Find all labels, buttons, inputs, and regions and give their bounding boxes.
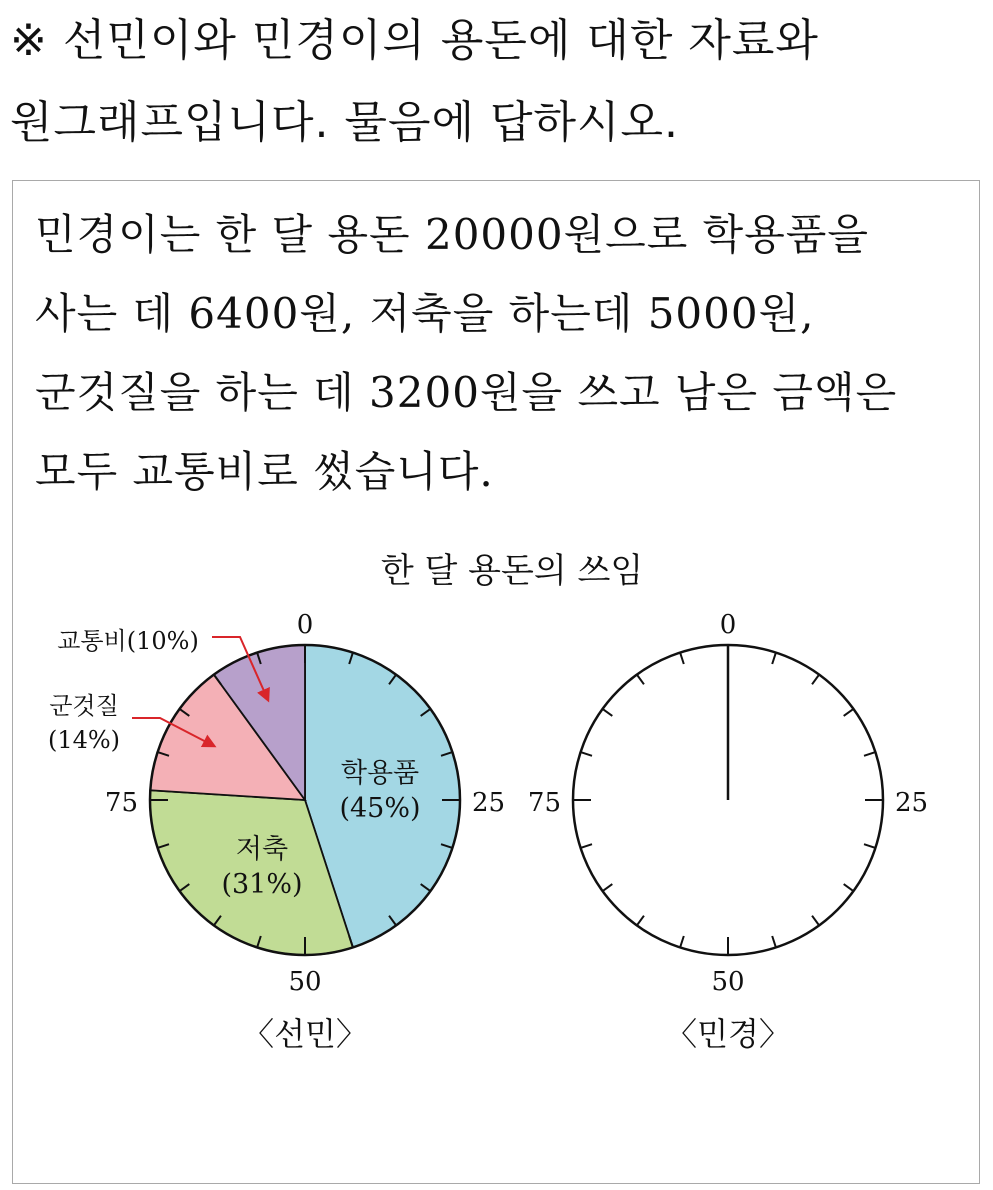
pie-seonmin-scale-50: 50: [288, 967, 322, 997]
pie-seonmin-scale-75: 75: [104, 788, 138, 818]
outside-label-transport: 교통비(10%): [57, 627, 199, 655]
passage-line-3: 군것질을 하는 데 3200원을 쓰고 남은 금액은: [35, 368, 898, 417]
chart-title: 한 달 용돈의 쓰임: [380, 551, 644, 591]
outside-value-snack: (14%): [47, 726, 121, 754]
slice-label-savings: 저축: [235, 834, 289, 865]
passage-line-1: 민경이는 한 달 용돈 20000원으로 학용품을: [35, 210, 869, 259]
pie-mingyeong: [528, 610, 928, 1053]
instruction-line-1: ※ 선민이와 민경이의 용돈에 대한 자료와: [10, 15, 819, 66]
pie-seonmin: [48, 610, 505, 1053]
pie-seonmin-scale-25: 25: [472, 788, 506, 818]
passage-line-4: 모두 교통비로 썼습니다.: [35, 447, 494, 496]
instruction-line-2: 원그래프입니다. 물음에 답하시오.: [10, 97, 679, 148]
caption-mingyeong: 〈민경〉: [665, 1015, 791, 1053]
outside-label-snack: 군것질: [49, 692, 119, 720]
passage-line-2: 사는 데 6400원, 저축을 하는데 5000원,: [35, 289, 815, 338]
slice-label-stationery: 학용품: [340, 758, 420, 789]
pie-mingyeong-scale-50: 50: [711, 967, 745, 997]
slice-value-stationery: (45%): [339, 793, 421, 824]
slice-value-savings: (31%): [221, 869, 303, 900]
pie-mingyeong-scale-75: 75: [527, 788, 561, 818]
pie-mingyeong-scale-0: 0: [719, 610, 737, 640]
pie-seonmin-scale-0: 0: [296, 610, 314, 640]
caption-seonmin: 〈선민〉: [242, 1015, 368, 1053]
pie-mingyeong-scale-25: 25: [895, 788, 929, 818]
